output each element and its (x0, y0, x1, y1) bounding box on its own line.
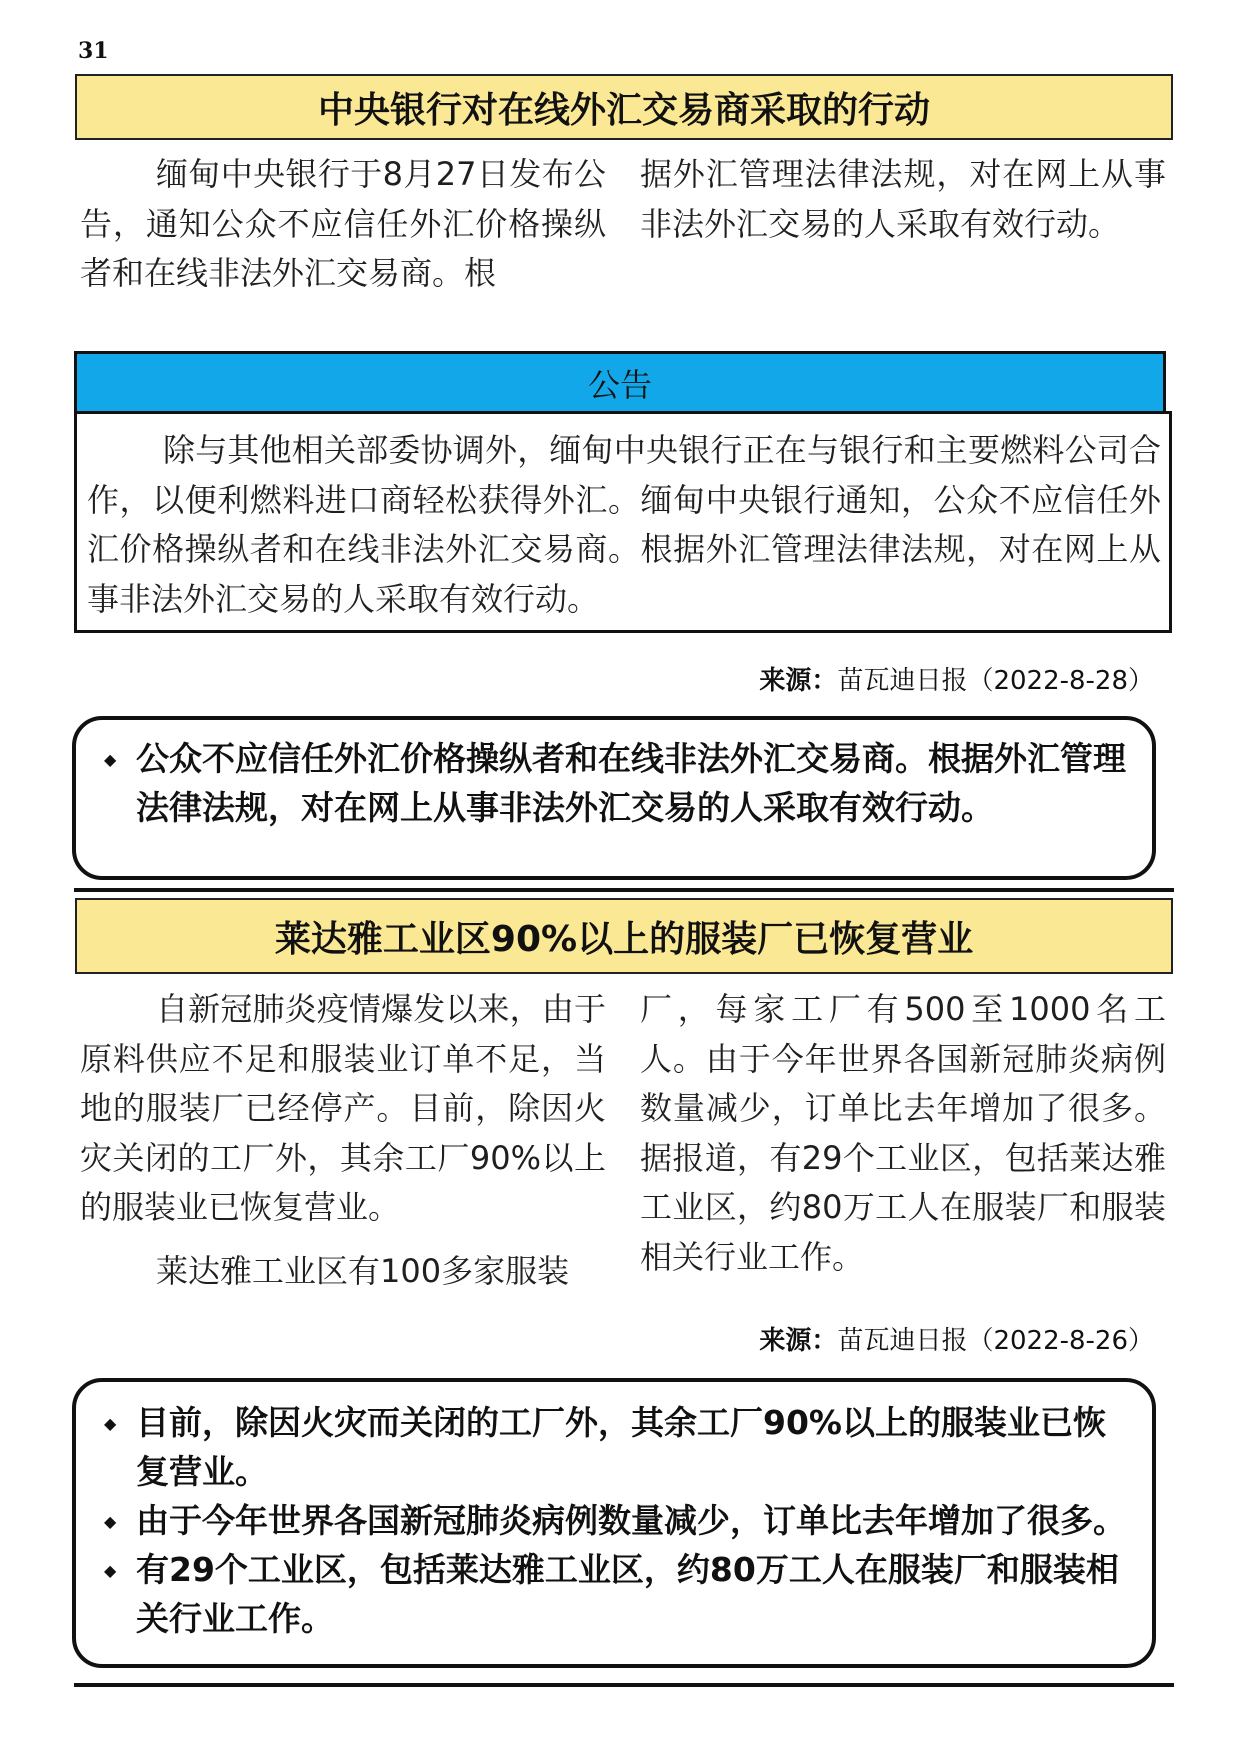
diamond-bullet-icon: ◆ (104, 750, 117, 769)
article-1-summary-box (72, 716, 1156, 880)
summary-item: ◆ 公众不应信任外汇价格操纵者和在线非法外汇交易商。根据外汇管理法律法规，对在网上从事非法外汇交易的人采取有效行动。 (90, 734, 1138, 832)
summary-item: ◆ 有29个工业区，包括莱达雅工业区，约80万工人在服装厂和服装相关行业工作。 (90, 1545, 1138, 1643)
source-label: 来源： (759, 1326, 838, 1356)
summary-item: ◆ 由于今年世界各国新冠肺炎病例数量减少，订单比去年增加了很多。 (90, 1496, 1138, 1545)
article-2-column-2 (640, 985, 1166, 1282)
source-value: 苗瓦迪日报（2022-8-26） (837, 1326, 1154, 1356)
article-2-column-1 (80, 985, 606, 1296)
notice-header: 公告 (74, 351, 1166, 411)
source-value: 苗瓦迪日报（2022-8-28） (837, 666, 1154, 696)
article-2-paragraph-2: 莱达雅工业区有100多家服装 (156, 1251, 570, 1290)
notice-text: 除与其他相关部委协调外，缅甸中央银行正在与银行和主要燃料公司合作，以便利燃料进口商轻松获得外汇。缅甸中央银行通知，公众不应信任外汇价格操纵者和在线非法外汇交易商。根据外汇管理法律法规，对在网上从事非法外汇交易的人采取有效行动。 (87, 431, 1161, 618)
notice-body (74, 411, 1172, 633)
article-1-column-1 (80, 150, 606, 299)
article-1-source (759, 660, 1154, 697)
article-1-paragraph-1: 缅甸中央银行于8月27日发布公告，通知公众不应信任外汇价格操纵者和在线非法外汇交易商。根 (80, 155, 606, 292)
summary-item: ◆ 目前，除因火灾而关闭的工厂外，其余工厂90%以上的服装业已恢复营业。 (90, 1398, 1138, 1496)
section-divider (74, 888, 1174, 892)
article-2-title: 莱达雅工业区90%以上的服装厂已恢复营业 (75, 898, 1173, 974)
article-1-column-2 (640, 150, 1166, 249)
diamond-bullet-icon: ◆ (104, 1561, 117, 1580)
article-1-title: 中央银行对在线外汇交易商采取的行动 (75, 74, 1173, 140)
source-label: 来源： (759, 666, 838, 696)
article-2-paragraph-1: 自新冠肺炎疫情爆发以来，由于原料供应不足和服装业订单不足，当地的服装厂已经停产。目前，除因火灾关闭的工厂外，其余工厂90%以上的服装业已恢复营业。 (80, 990, 606, 1226)
article-2-source (759, 1320, 1154, 1357)
article-1-paragraph-1-continued: 据外汇管理法律法规，对在网上从事非法外汇交易的人采取有效行动。 (640, 155, 1166, 243)
page-bottom-divider (74, 1683, 1174, 1687)
diamond-bullet-icon: ◆ (104, 1512, 117, 1531)
article-2-paragraph-2-continued: 厂，每家工厂有500至1000名工人。由于今年世界各国新冠肺炎病例数量减少，订单比去年增加了很多。据报道，有29个工业区，包括莱达雅工业区，约80万工人在服装厂和服装相关行业工作。 (640, 990, 1166, 1276)
article-2-summary-box (72, 1378, 1156, 1668)
diamond-bullet-icon: ◆ (104, 1414, 117, 1433)
page-number: 31 (78, 38, 109, 64)
